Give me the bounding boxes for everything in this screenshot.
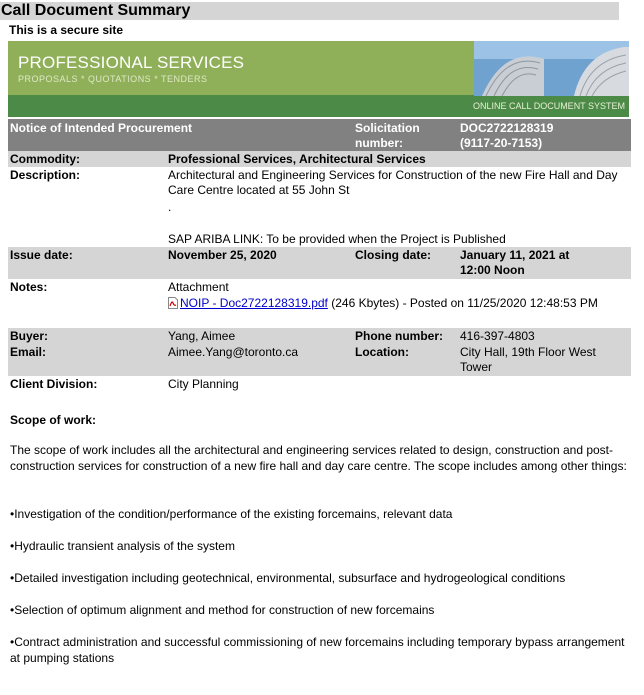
- issue-date-value: November 25, 2020: [168, 248, 277, 262]
- dates-row: [8, 247, 631, 279]
- pdf-icon: [168, 297, 178, 309]
- phone-label: Phone number:: [355, 329, 444, 343]
- scope-bullet: •Contract administration and successful commissioning of new forcemains including temporary bypass arrangement at pumping stations: [10, 635, 625, 665]
- buyer-name: Yang, Aimee: [168, 329, 236, 343]
- contact-rows: [8, 328, 631, 376]
- buyer-label: Buyer:: [10, 329, 49, 343]
- location-value: City Hall, 19th Floor West Tower: [460, 345, 596, 374]
- scope-bullet: •Detailed investigation including geotechnical, environmental, subsurface and hydrogeological conditions: [10, 571, 566, 585]
- notes-row: [8, 279, 631, 328]
- scope-bullet: •Investigation of the condition/performance of the existing forcemains, relevant data: [10, 507, 453, 521]
- commodity-value: Professional Services, Architectural Services: [168, 152, 426, 166]
- title-bar: [0, 2, 619, 20]
- scope-bullet: •Selection of optimum alignment and method for construction of new forcemains: [10, 603, 435, 617]
- page-title: Call Document Summary: [1, 2, 191, 19]
- commodity-label: Commodity:: [10, 152, 80, 166]
- banner-subheading: PROPOSALS * QUOTATIONS * TENDERS: [18, 74, 208, 84]
- notes-label: Notes:: [10, 280, 48, 294]
- description-text: Architectural and Engineering Services for Construction of the new Fire Hall and Day Care Centre located at 55 John St: [168, 168, 618, 197]
- system-label: ONLINE CALL DOCUMENT SYSTEM: [473, 101, 626, 111]
- closing-date-value: January 11, 2021 at 12:00 Noon: [460, 248, 570, 277]
- description-row: [8, 167, 631, 247]
- description-dot: .: [168, 200, 172, 214]
- email-label: Email:: [10, 345, 47, 359]
- client-division-value: City Planning: [168, 377, 239, 391]
- issue-date-label: Issue date:: [10, 248, 73, 262]
- sap-ariba-note: SAP ARIBA LINK: To be provided when the Project is Published: [168, 232, 506, 246]
- email-value[interactable]: Aimee.Yang@toronto.ca: [168, 345, 299, 359]
- scope-heading: Scope of work:: [10, 413, 97, 427]
- scope-bullet: •Hydraulic transient analysis of the system: [10, 539, 235, 553]
- banner: [8, 41, 629, 117]
- attachment-pdf-link[interactable]: NOIP - Doc2722128319.pdf: [180, 296, 328, 310]
- commodity-row: [8, 151, 631, 167]
- notice-header-row: [8, 119, 631, 151]
- phone-value: 416-397-4803: [460, 329, 535, 343]
- location-label: Location:: [355, 345, 409, 359]
- description-label: Description:: [10, 168, 81, 182]
- attachment-info: (246 Kbytes) - Posted on 11/25/2020 12:48:53 PM: [327, 296, 598, 310]
- client-division-label: Client Division:: [10, 377, 98, 391]
- banner-heading: PROFESSIONAL SERVICES: [18, 53, 245, 72]
- notice-title: Notice of Intended Procurement: [10, 121, 193, 135]
- solicitation-label: Solicitation number:: [355, 121, 420, 150]
- client-division-row: [8, 376, 631, 394]
- closing-date-label: Closing date:: [355, 248, 432, 262]
- attachment-label: Attachment: [168, 280, 229, 294]
- attachment-line: [168, 296, 628, 311]
- scope-intro: The scope of work includes all the architectural and engineering services related to design, construction and post-construction services for construction of a new fire hall and day care centre. The scope includes among other things:: [10, 443, 627, 473]
- solicitation-number: DOC2722128319 (9117-20-7153): [460, 121, 554, 150]
- secure-site-note: This is a secure site: [9, 23, 124, 37]
- city-hall-photo-icon: [474, 41, 629, 96]
